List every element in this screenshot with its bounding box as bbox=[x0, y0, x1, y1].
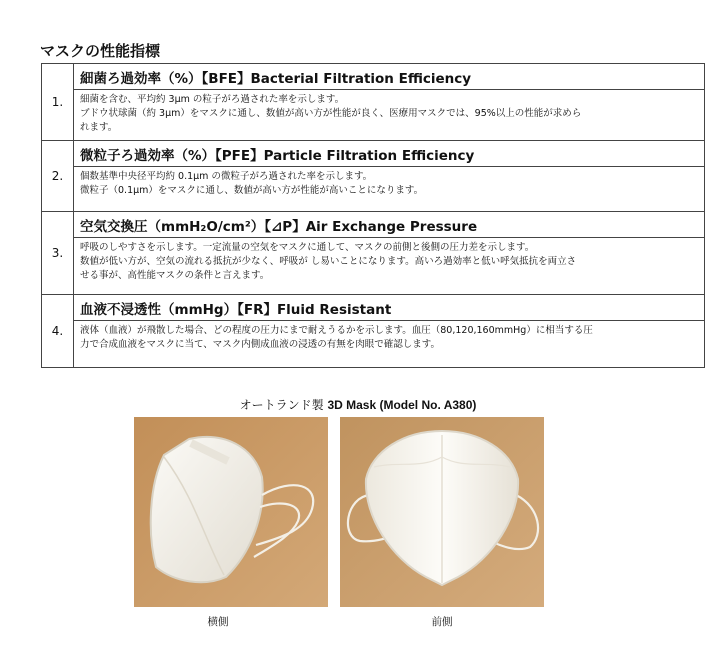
side-view-label: 横側 bbox=[207, 616, 229, 628]
mask-front-photo bbox=[340, 417, 544, 607]
description-line: 数値が低い方が、空気の流れる抵抗が少なく、呼吸が し易いことになります。高いろ過効率と低い呼気抵抗を両立さ bbox=[80, 256, 577, 267]
row-description bbox=[74, 167, 705, 212]
front-view-label: 前側 bbox=[431, 616, 453, 628]
description-line: 液体（血液）が飛散した場合、どの程度の圧力にまで耐えうるかを示します。血圧（80,120,160mmHg）に相当する圧 bbox=[80, 325, 593, 336]
description-line: ブドウ状球菌（約 3μm）をマスクに通し、数値が高い方が性能が良く、医療用マスクでは、95%以上の性能が求めら bbox=[80, 108, 582, 119]
description-line: せる事が、高性能マスクの条件と言えます。 bbox=[80, 270, 270, 281]
section-title: マスクの性能指標 bbox=[40, 42, 161, 60]
row-heading: 空気交換圧（mmH₂O/cm²）【⊿P】Air Exchange Pressure bbox=[74, 212, 705, 238]
performance-table bbox=[41, 63, 705, 368]
description-line: 個数基準中央径平均約 0.1μm の微粒子がろ過された率を示します。 bbox=[80, 171, 373, 182]
description-line: 微粒子（0.1μm）をマスクに通し、数値が高い方が性能が高いことになります。 bbox=[80, 185, 424, 196]
row-number: 1. bbox=[42, 64, 74, 141]
description-line: れます。 bbox=[80, 122, 118, 133]
description-line: 呼吸のしやすさを示します。一定流量の空気をマスクに通して、マスクの前側と後側の圧力差を示します。 bbox=[80, 242, 535, 253]
row-heading: 微粒子ろ過効率（%）【PFE】Particle Filtration Efficiency bbox=[74, 141, 705, 167]
description-line: 力で合成血液をマスクに当て、マスク内側成血液の浸透の有無を肉眼で確認します。 bbox=[80, 339, 441, 350]
photo-caption bbox=[0, 396, 716, 413]
row-description bbox=[74, 321, 705, 368]
row-heading: 細菌ろ過効率（%）【BFE】Bacterial Filtration Efficiency bbox=[74, 64, 705, 90]
row-number: 3. bbox=[42, 212, 74, 295]
mask-side-photo bbox=[134, 417, 328, 607]
row-heading: 血液不浸透性（mmHg）【FR】Fluid Resistant bbox=[74, 295, 705, 321]
description-line: 細菌を含む、平均約 3μm の粒子がろ過された率を示します。 bbox=[80, 94, 345, 105]
row-number: 2. bbox=[42, 141, 74, 212]
row-description bbox=[74, 238, 705, 295]
caption-prefix: オートランド製 bbox=[239, 398, 328, 412]
row-number: 4. bbox=[42, 295, 74, 368]
row-description bbox=[74, 90, 705, 141]
caption-model: 3D Mask (Model No. A380) bbox=[327, 398, 477, 412]
